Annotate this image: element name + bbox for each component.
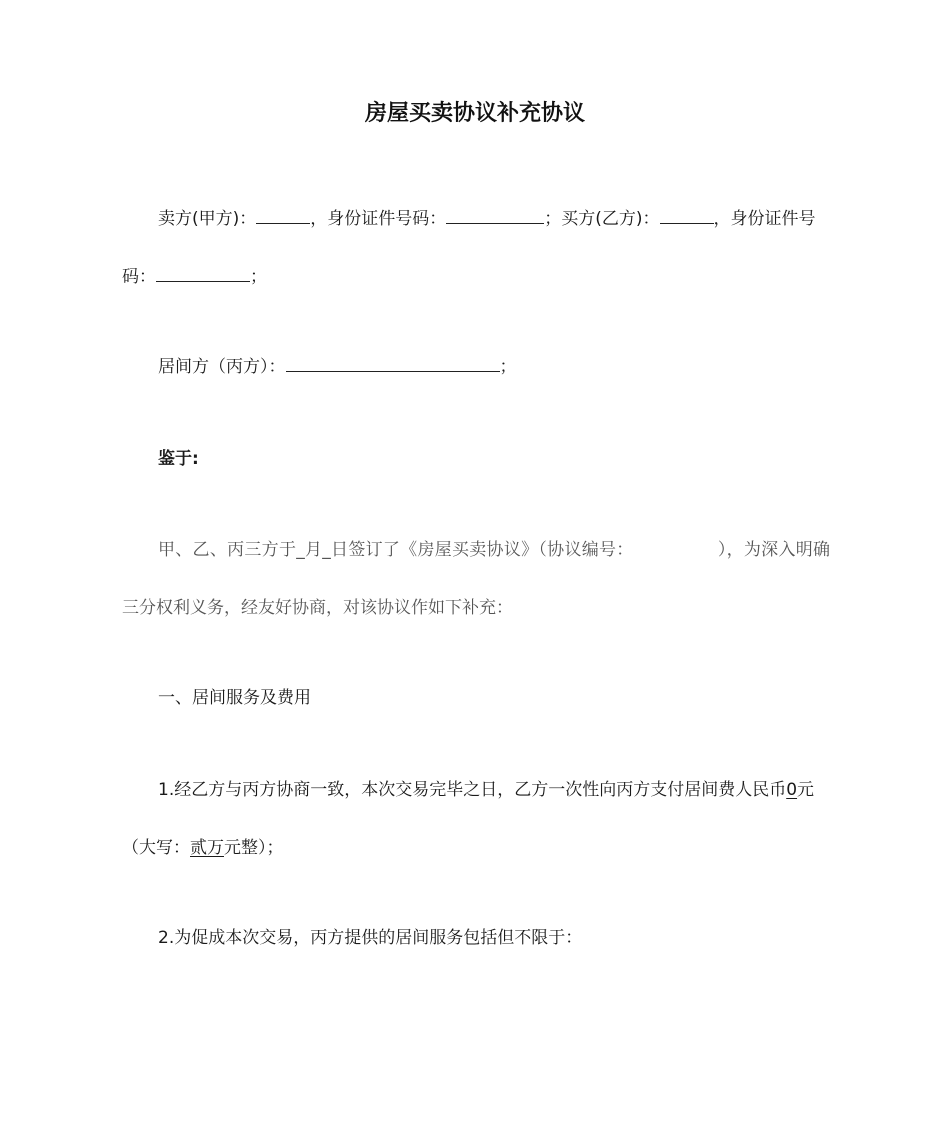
- clause-1-1-part3: 元整）；: [224, 838, 284, 858]
- intermediary-name-blank: [286, 352, 500, 372]
- seller-id-label: ，身份证件号码：: [310, 209, 447, 229]
- parties-end: ；: [250, 267, 267, 287]
- intermediary-label: 居间方（丙方）：: [158, 357, 286, 377]
- intermediary-end: ；: [499, 357, 517, 377]
- buyer-id-blank: [156, 262, 250, 282]
- preamble-part1: 甲、乙、丙三方于_月_日签订了《房屋买卖协议》（协议编号：: [158, 540, 634, 560]
- whereas-heading: 鉴于:: [158, 449, 199, 469]
- document-title: 房屋买卖协议补充协议: [364, 101, 585, 126]
- buyer-label: ；买方(乙方)：: [544, 209, 660, 229]
- intermediary-paragraph: [122, 338, 830, 396]
- clause-1-1-part1: 1.经乙方与丙方协商一致，本次交易完毕之日，乙方一次性向丙方支付居间费人民币: [158, 780, 787, 800]
- seller-name-blank: [256, 204, 310, 224]
- buyer-id-label: ，身份证件号码：: [122, 209, 816, 287]
- clause-1-1: [122, 761, 830, 877]
- preamble-paragraph: [122, 521, 830, 637]
- preamble-part2: ），为深入明确三分权利义务，经友好协商，对该协议作如下补充：: [122, 540, 831, 618]
- clause-1-1-part2: 元（大写：: [122, 780, 815, 858]
- seller-label: 卖方(甲方)：: [158, 209, 257, 229]
- fee-amount-words: 贰万: [190, 838, 224, 858]
- buyer-name-blank: [660, 204, 714, 224]
- clause-1-2: 2.为促成本次交易，丙方提供的居间服务包括但不限于：: [158, 928, 583, 948]
- seller-id-blank: [446, 204, 544, 224]
- section-1-heading: 一、居间服务及费用: [158, 688, 311, 708]
- parties-paragraph: [122, 190, 830, 306]
- fee-amount: 0: [786, 780, 798, 800]
